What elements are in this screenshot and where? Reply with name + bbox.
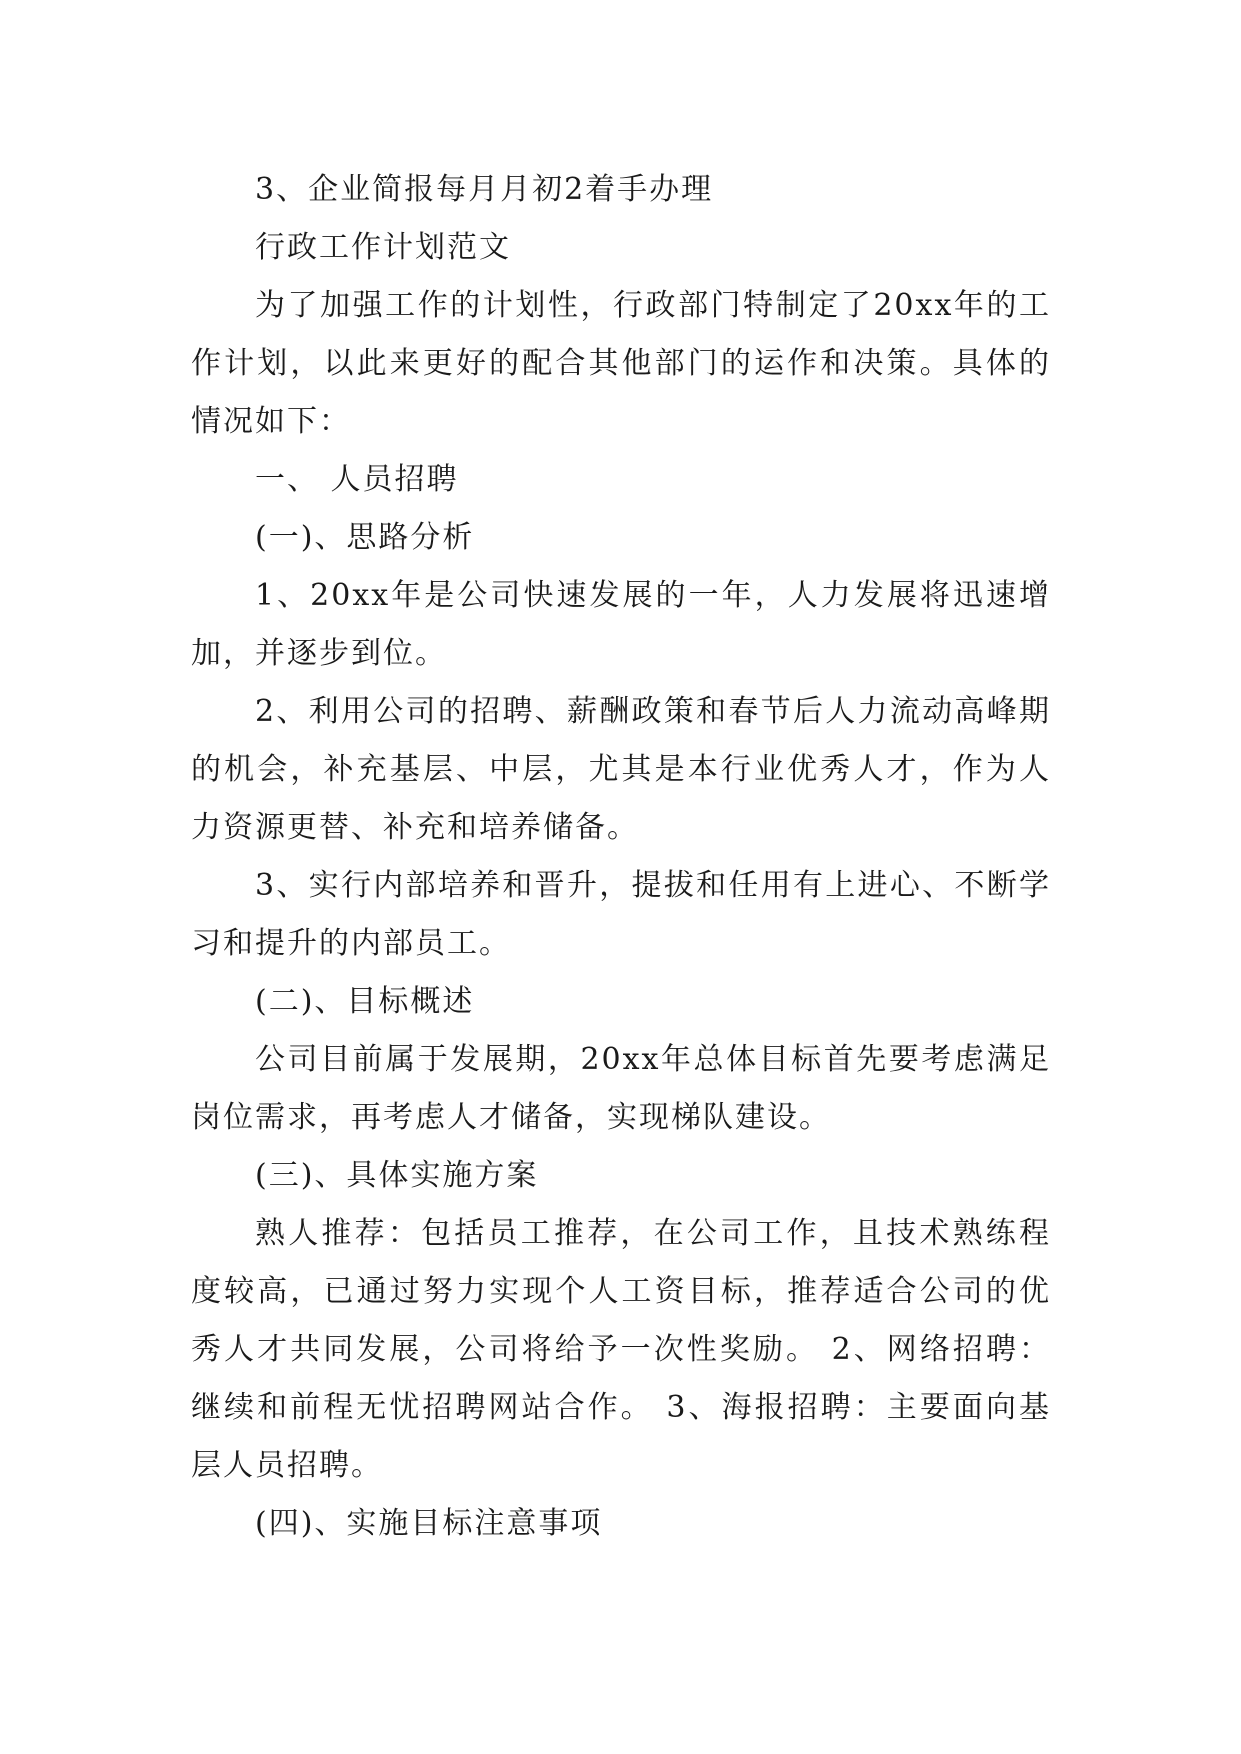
subheading-goals: (二)、目标概述	[255, 984, 475, 1019]
document-body	[191, 161, 1051, 1553]
document-title: 行政工作计划范文	[255, 230, 511, 265]
paragraph-briefing-note: 3、企业简报每月月初2着手办理	[255, 172, 714, 207]
section-heading-recruitment: 一、 人员招聘	[255, 462, 459, 497]
subheading-implementation: (三)、具体实施方案	[255, 1158, 539, 1193]
paragraph-analysis-1: 1、20xx年是公司快速发展的一年，人力发展将迅速增加，并逐步到位。	[191, 578, 1051, 671]
paragraph-goals: 公司目前属于发展期，20xx年总体目标首先要考虑满足岗位需求，再考虑人才储备，实现梯队建设。	[191, 1042, 1051, 1135]
subheading-notes: (四)、实施目标注意事项	[255, 1506, 603, 1541]
paragraph-analysis-2: 2、利用公司的招聘、薪酬政策和春节后人力流动高峰期的机会，补充基层、中层，尤其是本行业优秀人才，作为人力资源更替、补充和培养储备。	[191, 694, 1051, 845]
paragraph-intro: 为了加强工作的计划性，行政部门特制定了20xx年的工作计划，以此来更好的配合其他部门的运作和决策。具体的情况如下：	[191, 288, 1051, 439]
paragraph-implementation: 熟人推荐：包括员工推荐，在公司工作，且技术熟练程度较高，已通过努力实现个人工资目标，推荐适合公司的优秀人才共同发展，公司将给予一次性奖励。 2、网络招聘：继续和前程无忧招聘网站合作。 3、海报招聘：主要面向基层人员招聘。	[191, 1216, 1051, 1483]
subheading-analysis: (一)、思路分析	[255, 520, 475, 555]
paragraph-analysis-3: 3、实行内部培养和晋升，提拔和任用有上进心、不断学习和提升的内部员工。	[191, 868, 1051, 961]
